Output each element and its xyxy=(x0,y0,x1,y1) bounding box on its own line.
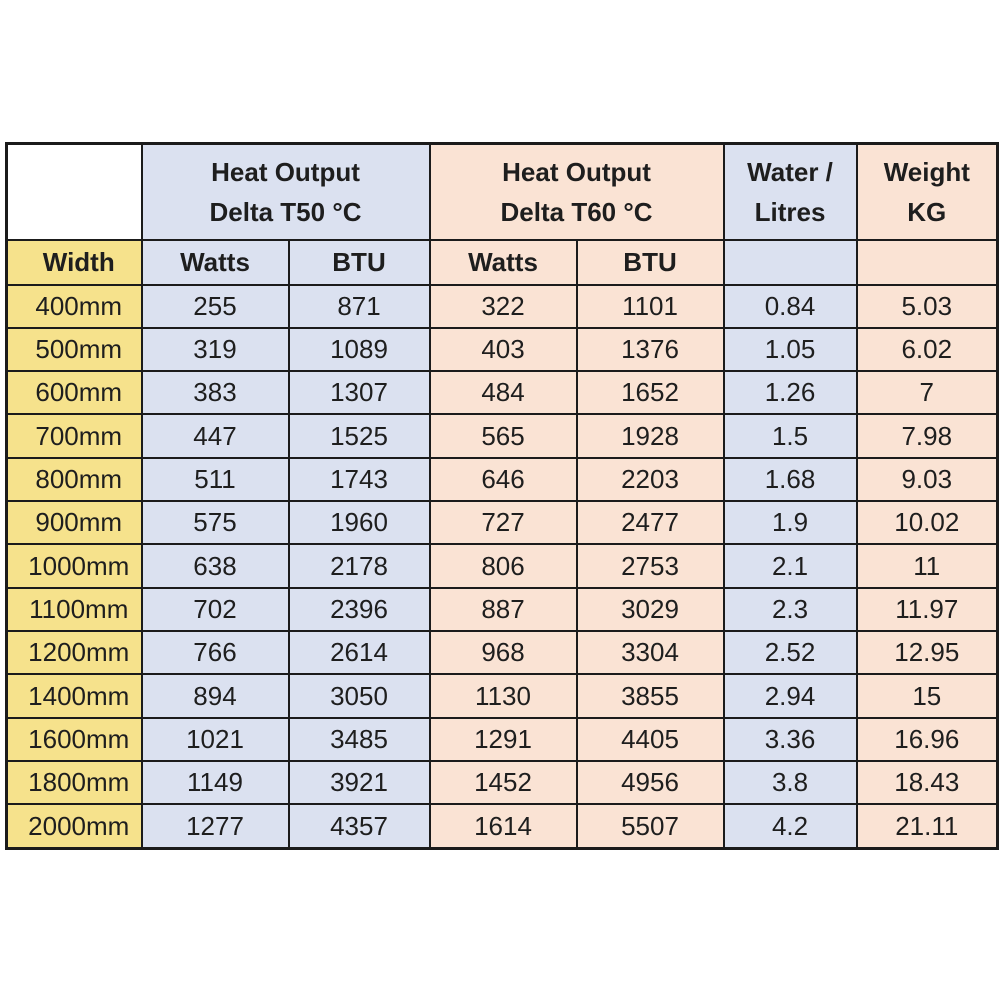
table-row xyxy=(7,328,998,371)
cell-width: 1800mm xyxy=(7,761,142,804)
cell-t50-watts: 638 xyxy=(142,544,289,587)
cell-width: 900mm xyxy=(7,501,142,544)
table-row xyxy=(7,761,998,804)
cell-t50-watts: 894 xyxy=(142,674,289,717)
table-row xyxy=(7,588,998,631)
header-weight-kg xyxy=(857,144,998,240)
cell-t60-btu: 4956 xyxy=(577,761,724,804)
cell-width: 700mm xyxy=(7,414,142,457)
cell-t50-btu: 1960 xyxy=(289,501,430,544)
cell-t60-watts: 806 xyxy=(430,544,577,587)
cell-t50-btu: 3485 xyxy=(289,718,430,761)
cell-weight-kg: 7.98 xyxy=(857,414,998,457)
cell-t60-btu: 2753 xyxy=(577,544,724,587)
table-body xyxy=(7,285,998,849)
cell-water-litres: 1.05 xyxy=(724,328,857,371)
table-row xyxy=(7,371,998,414)
subheader-btu-t60: BTU xyxy=(577,240,724,285)
table-row xyxy=(7,458,998,501)
cell-t50-btu: 2178 xyxy=(289,544,430,587)
cell-weight-kg: 11.97 xyxy=(857,588,998,631)
subheader-width: Width xyxy=(7,240,142,285)
cell-t50-btu: 1525 xyxy=(289,414,430,457)
cell-water-litres: 1.26 xyxy=(724,371,857,414)
table-row xyxy=(7,285,998,328)
header-group-row xyxy=(7,144,998,240)
cell-t50-watts: 319 xyxy=(142,328,289,371)
cell-t60-watts: 1614 xyxy=(430,804,577,848)
cell-t50-watts: 1277 xyxy=(142,804,289,848)
cell-water-litres: 0.84 xyxy=(724,285,857,328)
cell-t50-btu: 1089 xyxy=(289,328,430,371)
subheader-watts-t50: Watts xyxy=(142,240,289,285)
table-row xyxy=(7,804,998,848)
cell-t50-watts: 575 xyxy=(142,501,289,544)
cell-weight-kg: 7 xyxy=(857,371,998,414)
subheader-row xyxy=(7,240,998,285)
cell-water-litres: 1.9 xyxy=(724,501,857,544)
cell-t60-watts: 322 xyxy=(430,285,577,328)
cell-t60-watts: 565 xyxy=(430,414,577,457)
cell-t50-btu: 4357 xyxy=(289,804,430,848)
cell-weight-kg: 9.03 xyxy=(857,458,998,501)
cell-t50-btu: 2614 xyxy=(289,631,430,674)
cell-width: 600mm xyxy=(7,371,142,414)
table-row xyxy=(7,544,998,587)
header-weight-kg-line1: Weight xyxy=(883,156,970,187)
cell-t60-btu: 2203 xyxy=(577,458,724,501)
cell-t60-watts: 887 xyxy=(430,588,577,631)
subheader-water-litres-empty xyxy=(724,240,857,285)
cell-t50-watts: 1021 xyxy=(142,718,289,761)
header-heat-output-t50-line2: Delta T50 °C xyxy=(209,196,362,227)
cell-t60-btu: 1101 xyxy=(577,285,724,328)
header-water-litres-line1: Water / xyxy=(747,156,833,187)
cell-width: 1600mm xyxy=(7,718,142,761)
cell-t60-btu: 4405 xyxy=(577,718,724,761)
cell-width: 1100mm xyxy=(7,588,142,631)
cell-weight-kg: 15 xyxy=(857,674,998,717)
cell-water-litres: 1.68 xyxy=(724,458,857,501)
radiator-spec-table xyxy=(5,142,999,850)
cell-t60-btu: 1376 xyxy=(577,328,724,371)
cell-width: 500mm xyxy=(7,328,142,371)
cell-weight-kg: 11 xyxy=(857,544,998,587)
cell-t60-btu: 3029 xyxy=(577,588,724,631)
header-heat-output-t60 xyxy=(430,144,724,240)
cell-t50-watts: 702 xyxy=(142,588,289,631)
cell-water-litres: 2.52 xyxy=(724,631,857,674)
table-row xyxy=(7,414,998,457)
cell-weight-kg: 12.95 xyxy=(857,631,998,674)
table-row xyxy=(7,718,998,761)
cell-water-litres: 2.1 xyxy=(724,544,857,587)
cell-t60-btu: 3304 xyxy=(577,631,724,674)
header-weight-kg-line2: KG xyxy=(907,196,947,227)
cell-t50-btu: 1307 xyxy=(289,371,430,414)
header-heat-output-t50-line1: Heat Output xyxy=(211,156,360,187)
cell-water-litres: 2.94 xyxy=(724,674,857,717)
subheader-watts-t60: Watts xyxy=(430,240,577,285)
cell-t60-watts: 727 xyxy=(430,501,577,544)
cell-weight-kg: 5.03 xyxy=(857,285,998,328)
table-row xyxy=(7,501,998,544)
cell-water-litres: 3.8 xyxy=(724,761,857,804)
cell-width: 1000mm xyxy=(7,544,142,587)
cell-t60-btu: 2477 xyxy=(577,501,724,544)
cell-t60-watts: 1130 xyxy=(430,674,577,717)
cell-t50-watts: 511 xyxy=(142,458,289,501)
cell-t50-watts: 766 xyxy=(142,631,289,674)
cell-water-litres: 4.2 xyxy=(724,804,857,848)
cell-width: 400mm xyxy=(7,285,142,328)
cell-weight-kg: 10.02 xyxy=(857,501,998,544)
cell-t60-watts: 403 xyxy=(430,328,577,371)
cell-t60-btu: 1652 xyxy=(577,371,724,414)
cell-weight-kg: 6.02 xyxy=(857,328,998,371)
cell-t50-btu: 3921 xyxy=(289,761,430,804)
cell-t60-btu: 5507 xyxy=(577,804,724,848)
cell-water-litres: 3.36 xyxy=(724,718,857,761)
cell-t60-watts: 646 xyxy=(430,458,577,501)
cell-weight-kg: 21.11 xyxy=(857,804,998,848)
cell-width: 2000mm xyxy=(7,804,142,848)
header-water-litres xyxy=(724,144,857,240)
header-heat-output-t50 xyxy=(142,144,430,240)
corner-cell xyxy=(7,144,142,240)
cell-t50-btu: 1743 xyxy=(289,458,430,501)
cell-t60-watts: 1291 xyxy=(430,718,577,761)
cell-width: 1200mm xyxy=(7,631,142,674)
cell-t60-watts: 1452 xyxy=(430,761,577,804)
cell-water-litres: 1.5 xyxy=(724,414,857,457)
cell-width: 1400mm xyxy=(7,674,142,717)
cell-weight-kg: 18.43 xyxy=(857,761,998,804)
subheader-btu-t50: BTU xyxy=(289,240,430,285)
cell-weight-kg: 16.96 xyxy=(857,718,998,761)
cell-t50-watts: 1149 xyxy=(142,761,289,804)
table-row xyxy=(7,674,998,717)
cell-t50-btu: 871 xyxy=(289,285,430,328)
cell-t50-btu: 3050 xyxy=(289,674,430,717)
cell-t50-watts: 383 xyxy=(142,371,289,414)
header-heat-output-t60-line1: Heat Output xyxy=(502,156,651,187)
cell-water-litres: 2.3 xyxy=(724,588,857,631)
cell-t50-watts: 447 xyxy=(142,414,289,457)
header-heat-output-t60-line2: Delta T60 °C xyxy=(500,196,653,227)
cell-t60-watts: 484 xyxy=(430,371,577,414)
cell-t60-btu: 3855 xyxy=(577,674,724,717)
cell-width: 800mm xyxy=(7,458,142,501)
cell-t50-watts: 255 xyxy=(142,285,289,328)
header-water-litres-line2: Litres xyxy=(754,196,826,227)
table-row xyxy=(7,631,998,674)
subheader-weight-kg-empty xyxy=(857,240,998,285)
cell-t60-btu: 1928 xyxy=(577,414,724,457)
cell-t60-watts: 968 xyxy=(430,631,577,674)
cell-t50-btu: 2396 xyxy=(289,588,430,631)
